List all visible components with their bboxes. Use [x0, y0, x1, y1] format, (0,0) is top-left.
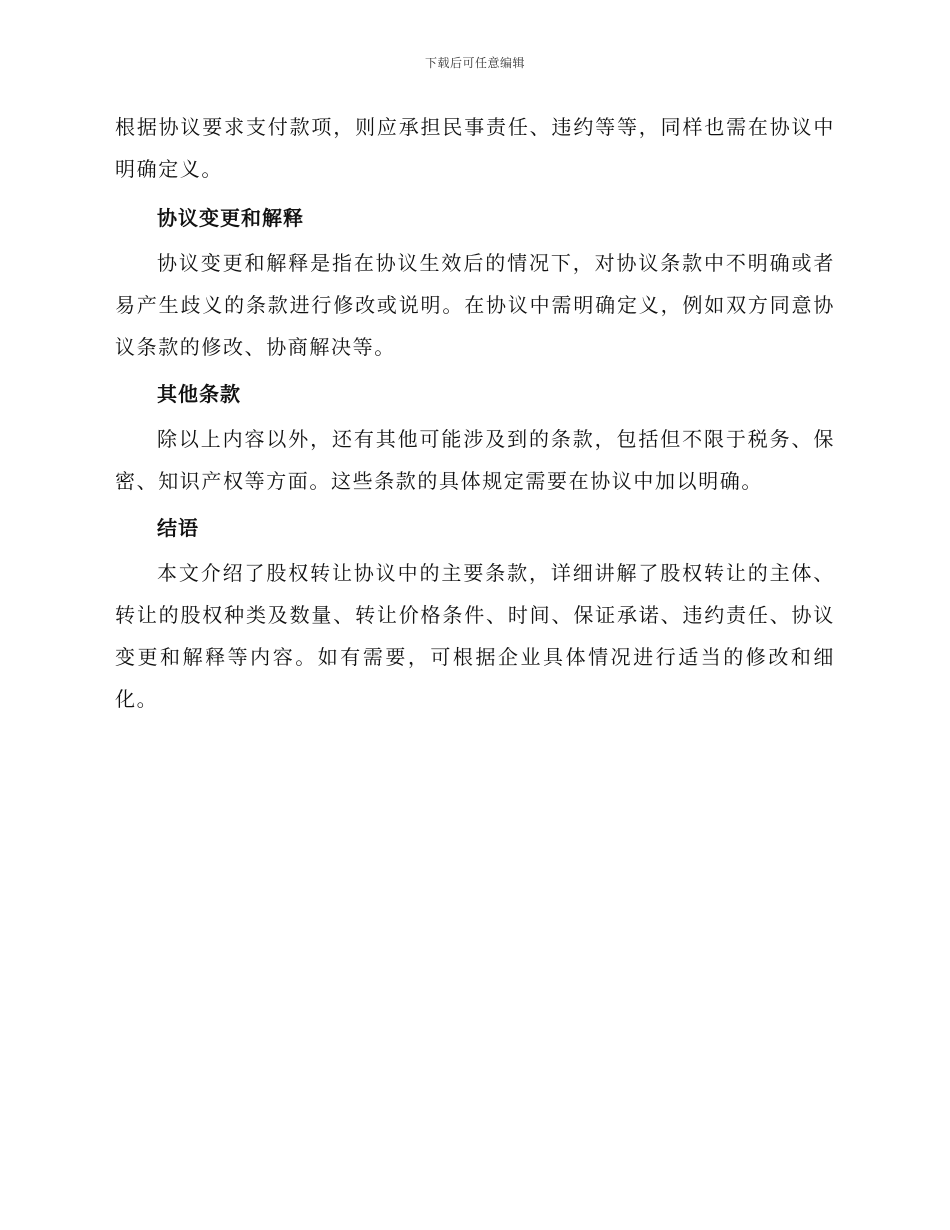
- paragraph-change-interpretation: 协议变更和解释是指在协议生效后的情况下，对协议条款中不明确或者易产生歧义的条款进行修改或说明。在协议中需明确定义，例如双方同意协议条款的修改、协商解决等。: [115, 251, 835, 359]
- section-heading-conclusion: 结语: [157, 516, 199, 540]
- section-heading-other-terms: 其他条款: [157, 382, 241, 406]
- paragraph-conclusion: 本文介绍了股权转让协议中的主要条款，详细讲解了股权转让的主体、转让的股权种类及数量、转让价格条件、时间、保证承诺、违约责任、协议变更和解释等内容。如有需要，可根据企业具体情况进行适当的修改和细化。: [115, 561, 835, 711]
- section-heading-change-interpretation: 协议变更和解释: [157, 206, 304, 230]
- paragraph-other-terms: 除以上内容以外，还有其他可能涉及到的条款，包括但不限于税务、保密、知识产权等方面。这些条款的具体规定需要在协议中加以明确。: [115, 427, 835, 493]
- paragraph-continuation: 根据协议要求支付款项，则应承担民事责任、违约等等，同样也需在协议中明确定义。: [115, 115, 835, 181]
- page-header: 下载后可任意编辑: [424, 56, 525, 70]
- document-body: [115, 106, 835, 720]
